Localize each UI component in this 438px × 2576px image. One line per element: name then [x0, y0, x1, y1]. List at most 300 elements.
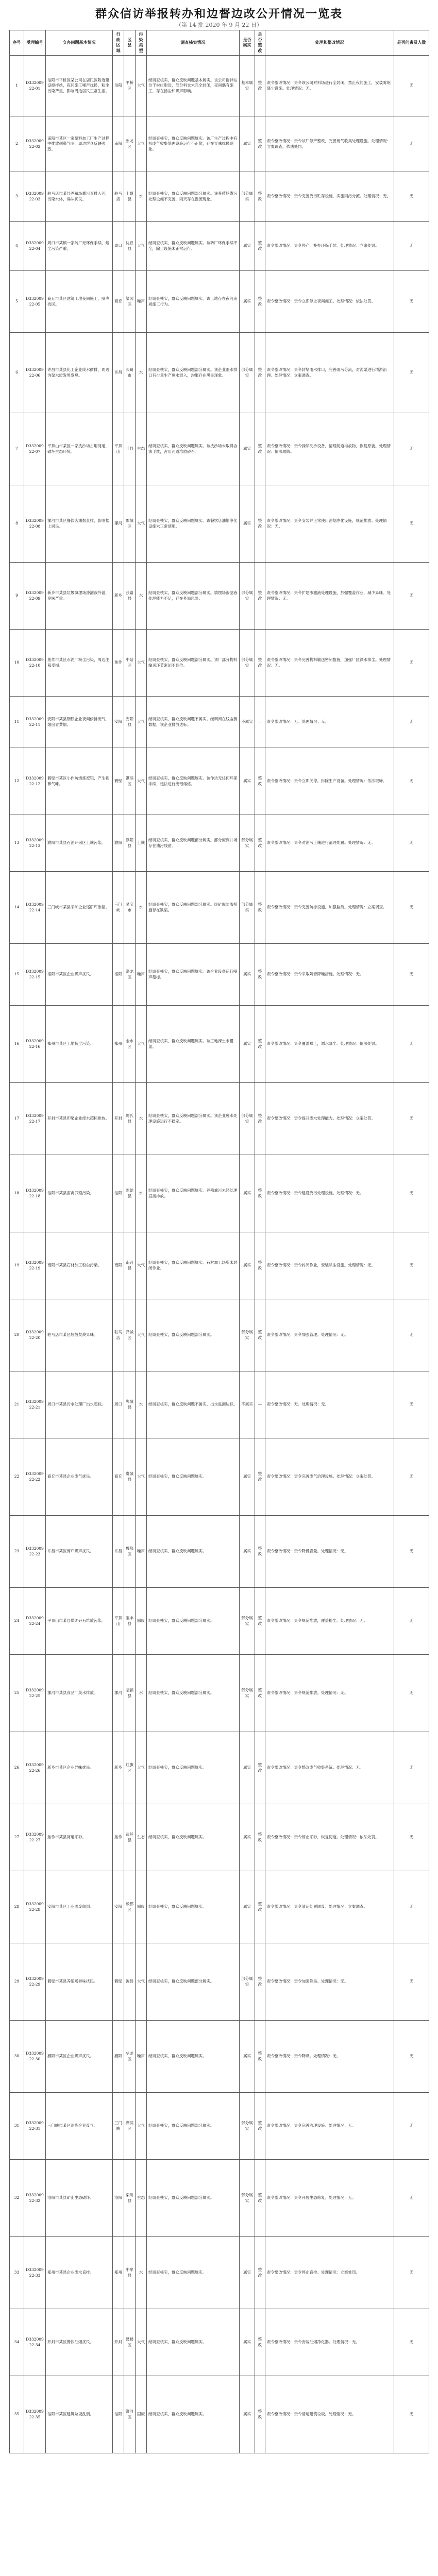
- row-accountability: 无: [394, 56, 429, 116]
- row-rectified: 整改: [255, 2021, 265, 2093]
- row-district: 尉氏县: [124, 1083, 136, 1155]
- row-handling: 责令整改情况：责令该公司对料场进行全封闭，禁止夜间施工，安装雾炮降尘设施。处理情况：无。: [265, 56, 394, 116]
- row-handling: 责令整改情况：责令加强管理。处理情况：无。: [265, 1299, 394, 1371]
- table-row: [10, 1299, 429, 1371]
- row-index: 9: [10, 563, 24, 630]
- document-title: 群众信访举报转办和边督边改公开情况一览表: [95, 8, 343, 21]
- header-handling: 处理和整改情况: [265, 30, 394, 56]
- row-index: 19: [10, 1232, 24, 1299]
- row-pollution-type: 固废: [136, 1588, 147, 1655]
- row-index: 25: [10, 1655, 24, 1732]
- row-complaint: 商丘市某县企业废气扰民。: [46, 1438, 113, 1516]
- row-verified: 属实: [240, 2021, 255, 2093]
- row-index: 30: [10, 2021, 24, 2093]
- row-investigation: 经调查核实，群众反映问题属实。: [147, 2309, 240, 2376]
- row-accountability: 无: [394, 485, 429, 563]
- row-complaint: 漯河市某县食品厂废水排放。: [46, 1655, 113, 1732]
- row-investigation: 经调查核实，群众反映问题属实。该企业设备运行噪声超标。: [147, 944, 240, 1006]
- row-city: 许昌: [113, 333, 124, 413]
- row-pollution-type: 固废: [136, 2376, 147, 2453]
- row-case-id: D33200922-18: [24, 1155, 46, 1232]
- row-case-id: D33200922-08: [24, 485, 46, 563]
- row-index: 21: [10, 1371, 24, 1438]
- row-index: 5: [10, 271, 24, 333]
- row-investigation: 经调查核实，群众反映问题部分属实。: [147, 2160, 240, 2237]
- row-pollution-type: 水: [136, 1083, 147, 1155]
- row-accountability: 无: [394, 1232, 429, 1299]
- row-handling: 责令整改情况：责令安装油烟净化器。处理情况：无。: [265, 2309, 394, 2376]
- row-case-id: D33200922-10: [24, 630, 46, 697]
- row-investigation: 经调查核实，群众反映问题属实。该工地裸土未覆盖。: [147, 1006, 240, 1083]
- row-index: 4: [10, 222, 24, 271]
- row-verified: 部分属实: [240, 815, 255, 872]
- row-complaint: 平顶山市某县煤矿矸石堆放污染。: [46, 1588, 113, 1655]
- row-district: 武陟县: [124, 1804, 136, 1871]
- row-complaint: 信阳市某县畜禽养殖污染。: [46, 1155, 113, 1232]
- row-index: 31: [10, 2093, 24, 2160]
- row-investigation: 经调查核实，群众反映问题属实。该餐饮店油烟净化设施未正常使用。: [147, 485, 240, 563]
- row-pollution-type: 水: [136, 1655, 147, 1732]
- row-complaint: 驻马店市某区垃圾焚烧异味。: [46, 1299, 113, 1371]
- row-district: 虞城县: [124, 1438, 136, 1516]
- row-accountability: 无: [394, 1299, 429, 1371]
- row-city: 南阳: [113, 1232, 124, 1299]
- row-index: 15: [10, 944, 24, 1006]
- row-case-id: D33200922-22: [24, 1438, 46, 1516]
- row-district: 浚县: [124, 1943, 136, 2021]
- row-city: 平顶山: [113, 413, 124, 485]
- row-rectified: 整改: [255, 1438, 265, 1516]
- row-investigation: 经调查核实，群众反映问题属实。养殖粪污未经处理直接排放。: [147, 1155, 240, 1232]
- row-pollution-type: 大气: [136, 222, 147, 271]
- table-row: [10, 1516, 429, 1588]
- row-case-id: D33200922-04: [24, 222, 46, 271]
- row-investigation: 经调查核实，群众反映问题属实。石材加工场所未封闭作业。: [147, 1232, 240, 1299]
- row-investigation: 经调查核实，群众反映问题属实。该工地存在夜间违规施工行为。: [147, 271, 240, 333]
- header-rectified: 是否整改: [255, 30, 265, 56]
- row-case-id: D33200922-06: [24, 333, 46, 413]
- row-index: 20: [10, 1299, 24, 1371]
- table-row: [10, 1943, 429, 2021]
- row-pollution-type: 水: [136, 872, 147, 944]
- row-investigation: 经调查核实，群众反映问题部分属实。该养殖场粪污处理设施不完善，雨天存在溢流现象。: [147, 172, 240, 222]
- row-district: 固始县: [124, 1155, 136, 1232]
- row-district: 叶县: [124, 413, 136, 485]
- table-row: [10, 2237, 429, 2309]
- table-header-row: [10, 30, 429, 56]
- row-case-id: D33200922-33: [24, 2237, 46, 2309]
- row-index: 24: [10, 1588, 24, 1655]
- row-rectified: 整改: [255, 2237, 265, 2309]
- row-complaint: 商丘市某区建筑工地夜间施工，噪声扰民。: [46, 271, 113, 333]
- row-district: 宝丰县: [124, 1588, 136, 1655]
- row-handling: 责令整改情况：责令对油污土壤进行清理处置。处理情况：无。: [265, 815, 394, 872]
- row-accountability: 无: [394, 413, 429, 485]
- row-district: 洛龙区: [124, 944, 136, 1006]
- row-city: 驻马店: [113, 172, 124, 222]
- row-verified: 属实: [240, 748, 255, 815]
- table-row: [10, 333, 429, 413]
- row-index: 10: [10, 630, 24, 697]
- row-city: 周口: [113, 222, 124, 271]
- row-case-id: D33200922-30: [24, 2021, 46, 2093]
- row-case-id: D33200922-07: [24, 413, 46, 485]
- row-complaint: 洛阳市某县矿山生态破坏。: [46, 2160, 113, 2237]
- row-verified: 属实: [240, 1006, 255, 1083]
- row-verified: 部分属实: [240, 172, 255, 222]
- row-investigation: 经调查核实，群众反映问题属实。: [147, 1516, 240, 1588]
- row-rectified: 整改: [255, 1516, 265, 1588]
- row-city: 驻马店: [113, 1299, 124, 1371]
- row-pollution-type: 大气: [136, 697, 147, 748]
- table-row: [10, 748, 429, 815]
- row-pollution-type: 水: [136, 2237, 147, 2309]
- header-case-id: 受理编号: [24, 30, 46, 56]
- row-accountability: 无: [394, 116, 429, 172]
- row-handling: 责令整改情况：责令该厂停产整改，完善废气收集处理设施。处理情况：立案调查，依法处罚。: [265, 116, 394, 172]
- row-rectified: 整改: [255, 1804, 265, 1871]
- row-handling: 责令整改情况：责令完善防渗设施，加强监测。处理情况：立案调查。: [265, 872, 394, 944]
- row-index: 16: [10, 1006, 24, 1083]
- row-pollution-type: 大气: [136, 2309, 147, 2376]
- row-accountability: 无: [394, 1732, 429, 1804]
- row-rectified: 整改: [255, 2093, 265, 2160]
- row-handling: 责令整改情况：责令立即关停，拆除生产设备。处理情况：依法取缔。: [265, 748, 394, 815]
- row-complaint: 鹤壁市某县养殖场异味扰民。: [46, 1943, 113, 2021]
- row-city: 许昌: [113, 1516, 124, 1588]
- row-complaint: 濮阳市某区企业噪声扰民。: [46, 2021, 113, 2093]
- row-pollution-type: 大气: [136, 1438, 147, 1516]
- row-pollution-type: 固废: [136, 1871, 147, 1943]
- row-verified: 属实: [240, 1232, 255, 1299]
- row-city: 新乡: [113, 563, 124, 630]
- row-index: 13: [10, 815, 24, 872]
- table-row: [10, 1732, 429, 1804]
- row-city: 平顶山: [113, 1588, 124, 1655]
- row-city: 信阳: [113, 1155, 124, 1232]
- row-complaint: 安阳市某县钢铁企业夜间偷排废气，烟囱冒黄烟。: [46, 697, 113, 748]
- row-district: 栾川县: [124, 2160, 136, 2237]
- table-row: [10, 815, 429, 872]
- row-complaint: 郑州市某县企业废水直排。: [46, 2237, 113, 2309]
- row-pollution-type: 生态: [136, 1804, 147, 1871]
- row-index: 1: [10, 56, 24, 116]
- row-case-id: D33200922-21: [24, 1371, 46, 1438]
- table-row: [10, 1083, 429, 1155]
- row-handling: 责令整改情况：无。处理情况：无。: [265, 697, 394, 748]
- row-accountability: 无: [394, 2376, 429, 2453]
- row-handling: 责令整改情况：责令完善粪污贮存设施，实施雨污分流。处理情况：无。: [265, 172, 394, 222]
- row-accountability: 无: [394, 1804, 429, 1871]
- row-complaint: 南阳市某区一家塑料加工厂生产过程中排放刺鼻气味，周边群众反映强烈。: [46, 116, 113, 172]
- row-rectified: 整改: [255, 563, 265, 630]
- table-row: [10, 872, 429, 944]
- header-district: 区县: [124, 30, 136, 56]
- row-pollution-type: 水: [136, 172, 147, 222]
- row-investigation: 经调查核实，群众反映问题属实。: [147, 1804, 240, 1871]
- row-handling: 责令整改情况：责令开展生态修复。处理情况：无。: [265, 2160, 394, 2237]
- row-accountability: 无: [394, 1438, 429, 1516]
- row-pollution-type: 大气: [136, 1006, 147, 1083]
- row-pollution-type: 噪声: [136, 271, 147, 333]
- row-verified: 属实: [240, 1155, 255, 1232]
- row-pollution-type: 生态: [136, 2160, 147, 2237]
- row-case-id: D33200922-17: [24, 1083, 46, 1155]
- row-rectified: 整改: [255, 116, 265, 172]
- row-handling: 责令整改情况：责令规范排放。处理情况：无。: [265, 1655, 394, 1732]
- row-district: 安阳县: [124, 697, 136, 748]
- row-pollution-type: 水: [136, 563, 147, 630]
- row-city: 三门峡: [113, 2093, 124, 2160]
- row-handling: 责令整改情况：责令降低音量。处理情况：无。: [265, 1516, 394, 1588]
- row-index: 34: [10, 2309, 24, 2376]
- row-accountability: 无: [394, 172, 429, 222]
- row-verified: 属实: [240, 116, 255, 172]
- row-verified: 属实: [240, 944, 255, 1006]
- row-district: 魏都区: [124, 1516, 136, 1588]
- row-rectified: 整改: [255, 413, 265, 485]
- row-rectified: 整改: [255, 1588, 265, 1655]
- row-verified: 属实: [240, 1804, 255, 1871]
- row-handling: 责令整改情况：责令加强除臭。处理情况：无。: [265, 1943, 394, 2021]
- table-row: [10, 1804, 429, 1871]
- header-investigation: 调查核实情况: [147, 30, 240, 56]
- row-handling: 责令整改情况：责令停产，补办环保手续。处理情况：立案处罚。: [265, 222, 394, 271]
- row-district: 上蔡县: [124, 172, 136, 222]
- row-accountability: 无: [394, 1371, 429, 1438]
- row-rectified: 整改: [255, 630, 265, 697]
- row-index: 12: [10, 748, 24, 815]
- row-verified: 属实: [240, 1438, 255, 1516]
- row-index: 7: [10, 413, 24, 485]
- row-rectified: 整改: [255, 1083, 265, 1155]
- row-accountability: 无: [394, 1943, 429, 2021]
- row-complaint: 漯河市某区餐饮店油烟直排，影响楼上居民。: [46, 485, 113, 563]
- row-city: 商丘: [113, 1438, 124, 1516]
- row-verified: 部分属实: [240, 1588, 255, 1655]
- row-city: 信阳: [113, 56, 124, 116]
- row-verified: 属实: [240, 2376, 255, 2453]
- row-verified: 部分属实: [240, 630, 255, 697]
- row-pollution-type: 土壤: [136, 815, 147, 872]
- row-district: 中站区: [124, 630, 136, 697]
- row-verified: 属实: [240, 413, 255, 485]
- table-row: [10, 1871, 429, 1943]
- row-district: 长葛市: [124, 333, 136, 413]
- row-accountability: 无: [394, 2237, 429, 2309]
- row-accountability: 无: [394, 2309, 429, 2376]
- row-pollution-type: 大气: [136, 2093, 147, 2160]
- row-investigation: 经调查核实，群众反映问题不属实。出水监测达标。: [147, 1371, 240, 1438]
- row-city: 鹤壁: [113, 748, 124, 815]
- row-rectified: —: [255, 697, 265, 748]
- row-index: 23: [10, 1516, 24, 1588]
- row-investigation: 经调查核实，群众反映问题属实。: [147, 2376, 240, 2453]
- row-handling: 责令整改情况：责令立即停止夜间施工。处理情况：依法处罚。: [265, 271, 394, 333]
- row-rectified: 整改: [255, 1299, 265, 1371]
- row-index: 11: [10, 697, 24, 748]
- row-city: 濮阳: [113, 2021, 124, 2093]
- row-pollution-type: 噪声: [136, 1516, 147, 1588]
- row-rectified: 整改: [255, 56, 265, 116]
- row-pollution-type: 大气: [136, 1943, 147, 2021]
- row-rectified: 整改: [255, 748, 265, 815]
- table-row: [10, 2021, 429, 2093]
- row-city: 安阳: [113, 697, 124, 748]
- row-complaint: 信阳市平桥区某公司在居民区附近建设搅拌站，夜间施工噪声扰民，粉尘污染严重，影响周边居民正常生活。: [46, 56, 113, 116]
- row-accountability: 无: [394, 2093, 429, 2160]
- table-row: [10, 1232, 429, 1299]
- row-city: 鹤壁: [113, 1943, 124, 2021]
- row-complaint: 新乡市某县垃圾填埋场渗滤液外溢，臭味严重。: [46, 563, 113, 630]
- row-investigation: 经调查核实，群众反映问题属实。该砖厂环保手续不全，除尘设施未正常运行。: [147, 222, 240, 271]
- row-accountability: 无: [394, 1083, 429, 1155]
- row-city: 郑州: [113, 1006, 124, 1083]
- row-complaint: 驻马店市某县养殖场粪污直排入河，污染水体，臭味扰民。: [46, 172, 113, 222]
- row-investigation: 经调查核实，群众反映问题部分属实。部分废弃井场存在油污残留。: [147, 815, 240, 872]
- row-district: 临颍县: [124, 1655, 136, 1732]
- row-case-id: D33200922-20: [24, 1299, 46, 1371]
- row-district: 金水区: [124, 1006, 136, 1083]
- table-row: [10, 630, 429, 697]
- row-complaint: 许昌市某县化工企业废水偷排，周边沟渠水质发黑发臭。: [46, 333, 113, 413]
- row-case-id: D33200922-12: [24, 748, 46, 815]
- row-pollution-type: 大气: [136, 748, 147, 815]
- row-verified: 部分属实: [240, 2093, 255, 2160]
- row-city: 三门峡: [113, 872, 124, 944]
- row-case-id: D33200922-19: [24, 1232, 46, 1299]
- row-complaint: 许昌市某区商户噪声扰民。: [46, 1516, 113, 1588]
- row-index: 14: [10, 872, 24, 944]
- row-handling: 责令整改情况：责令整改废气收集系统。处理情况：无。: [265, 1732, 394, 1804]
- row-case-id: D33200922-01: [24, 56, 46, 116]
- row-handling: 责令整改情况：责令停止采砂，恢复河道。处理情况：依法处罚。: [265, 1804, 394, 1871]
- row-rectified: 整改: [255, 1943, 265, 2021]
- row-accountability: 无: [394, 1655, 429, 1732]
- row-rectified: 整改: [255, 2309, 265, 2376]
- row-accountability: 无: [394, 872, 429, 944]
- row-index: 6: [10, 333, 24, 413]
- row-city: 洛阳: [113, 2160, 124, 2237]
- row-investigation: 经调查核实，群众反映问题属实。: [147, 1438, 240, 1516]
- row-case-id: D33200922-15: [24, 944, 46, 1006]
- row-pollution-type: 大气: [136, 1299, 147, 1371]
- row-pollution-type: 大气: [136, 116, 147, 172]
- table-row: [10, 1155, 429, 1232]
- row-case-id: D33200922-05: [24, 271, 46, 333]
- row-rectified: —: [255, 1371, 265, 1438]
- row-pollution-type: 大气: [136, 630, 147, 697]
- row-verified: 部分属实: [240, 1943, 255, 2021]
- row-accountability: 无: [394, 1155, 429, 1232]
- table-row: [10, 1655, 429, 1732]
- row-district: 中牟县: [124, 2237, 136, 2309]
- row-investigation: 经调查核实，群众反映问题部分属实。: [147, 1299, 240, 1371]
- row-city: 漯河: [113, 485, 124, 563]
- row-verified: 属实: [240, 485, 255, 563]
- row-city: 洛阳: [113, 944, 124, 1006]
- row-district: 梁园区: [124, 271, 136, 333]
- row-accountability: 无: [394, 222, 429, 271]
- row-district: 驿城区: [124, 1299, 136, 1371]
- row-rectified: 整改: [255, 2160, 265, 2237]
- row-rectified: 整改: [255, 1871, 265, 1943]
- row-complaint: 平顶山市某区一家洗沙场占用河道，破坏生态环境。: [46, 413, 113, 485]
- row-investigation: 经调查核实，群众反映问题属实。该洗沙场未取得合法手续，占用河道堆放砂石。: [147, 413, 240, 485]
- row-complaint: 濮阳市某县石油开采区土壤污染。: [46, 815, 113, 872]
- row-investigation: 经调查核实，群众反映问题部分属实。: [147, 1588, 240, 1655]
- row-investigation: 经调查核实，群众反映问题部分属实。尾矿库防渗措施存在缺陷。: [147, 872, 240, 944]
- row-rectified: 整改: [255, 2376, 265, 2453]
- row-district: 南召县: [124, 1232, 136, 1299]
- row-pollution-type: 大气: [136, 56, 147, 116]
- row-verified: 不属实: [240, 697, 255, 748]
- row-pollution-type: 噪声: [136, 944, 147, 1006]
- row-verified: 属实: [240, 2237, 255, 2309]
- row-complaint: 三门峡市某县采矿企业尾矿库渗漏。: [46, 872, 113, 944]
- row-case-id: D33200922-31: [24, 2093, 46, 2160]
- row-handling: 责令整改情况：责令封堵雨水排口，完善雨污分流，对沟渠进行清淤治理。处理情况：立案调查。: [265, 333, 394, 413]
- row-district: 濮阳县: [124, 815, 136, 872]
- row-accountability: 无: [394, 1006, 429, 1083]
- row-verified: 部分属实: [240, 872, 255, 944]
- row-pollution-type: 水: [136, 333, 147, 413]
- table-row: [10, 271, 429, 333]
- row-pollution-type: 噪声: [136, 2021, 147, 2093]
- row-case-id: D33200922-23: [24, 1516, 46, 1588]
- row-investigation: 经调查核实，群众反映问题属实。: [147, 1871, 240, 1943]
- row-handling: 责令整改情况：责令完善废气治理设施。处理情况：立案处罚。: [265, 1438, 394, 1516]
- row-complaint: 南阳市某县石材加工粉尘污染。: [46, 1232, 113, 1299]
- row-district: 卧龙区: [124, 116, 136, 172]
- row-rectified: 整改: [255, 1655, 265, 1732]
- row-complaint: 三门峡市某区冶炼企业废气。: [46, 2093, 113, 2160]
- row-index: 28: [10, 1871, 24, 1943]
- row-complaint: 焦作市某区水泥厂粉尘污染，周边庄稼受损。: [46, 630, 113, 697]
- row-city: 南阳: [113, 116, 124, 172]
- row-case-id: D33200922-02: [24, 116, 46, 172]
- row-handling: 责令整改情况：责令清运处置固废。处理情况：立案调查。: [265, 1871, 394, 1943]
- row-index: 32: [10, 2160, 24, 2237]
- header-city: 行政区域: [113, 30, 124, 56]
- row-city: 新乡: [113, 1732, 124, 1804]
- row-district: 郸城县: [124, 1371, 136, 1438]
- row-city: 开封: [113, 2309, 124, 2376]
- table-row: [10, 2093, 429, 2160]
- row-investigation: 经调查核实，群众反映问题属实。该厂生产过程中有机废气收集处理设施运行不正常，存在异味扰民现象。: [147, 116, 240, 172]
- row-handling: 责令整改情况：责令采取隔音降噪措施。处理情况：无。: [265, 944, 394, 1006]
- row-handling: 责令整改情况：责令停止直排。处理情况：立案处罚。: [265, 2237, 394, 2309]
- row-complaint: 周口市某县污水处理厂出水超标。: [46, 1371, 113, 1438]
- row-verified: 部分属实: [240, 2160, 255, 2237]
- row-pollution-type: 水: [136, 1371, 147, 1438]
- header-verified: 是否属实: [240, 30, 255, 56]
- row-verified: 属实: [240, 222, 255, 271]
- row-handling: 责令整改情况：责令安装并正常使用油烟净化设施，规范排放。处理情况：无。: [265, 485, 394, 563]
- row-district: 获嘉县: [124, 563, 136, 630]
- row-rectified: 整改: [255, 815, 265, 872]
- row-index: 33: [10, 2237, 24, 2309]
- row-pollution-type: 水: [136, 1155, 147, 1232]
- table-row: [10, 116, 429, 172]
- row-index: 2: [10, 116, 24, 172]
- row-accountability: 无: [394, 563, 429, 630]
- table-row: [10, 563, 429, 630]
- row-verified: 属实: [240, 2309, 255, 2376]
- row-complaint: 周口市某镇一家砖厂无环保手续，烟尘污染严重。: [46, 222, 113, 271]
- row-complaint: 鹤壁市某区小作坊熔炼废铝，产生刺鼻气味。: [46, 748, 113, 815]
- row-investigation: 经调查核实，群众反映问题部分属实。该企业雨水排口有少量生产废水混入，沟渠存在黑臭现象。: [147, 333, 240, 413]
